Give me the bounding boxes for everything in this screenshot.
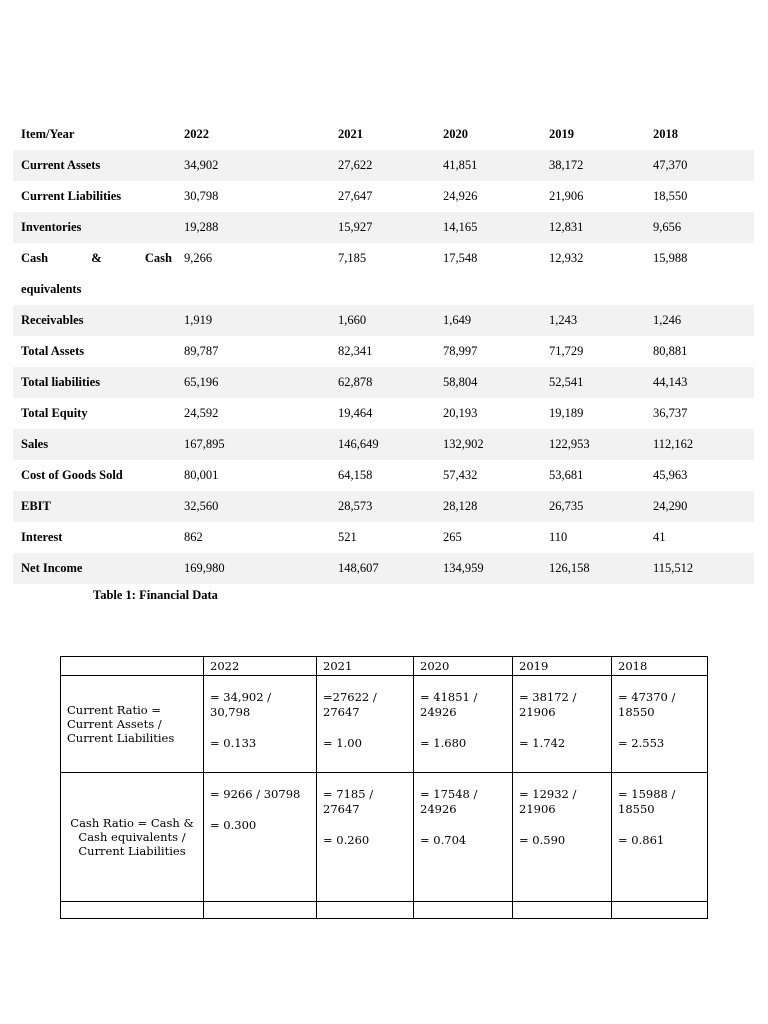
cell-value: 65,196 bbox=[176, 367, 330, 398]
cell-value: 15,988 bbox=[653, 251, 688, 265]
table-row bbox=[13, 398, 754, 429]
cell-value: 7,185 bbox=[338, 251, 367, 265]
row-label: Interest bbox=[21, 530, 63, 544]
cell-value: 78,997 bbox=[443, 344, 478, 358]
ratio-formula: = 9266 / 30798 bbox=[210, 787, 301, 801]
ratio-result: = 0.704 bbox=[420, 833, 467, 847]
table-row bbox=[13, 522, 754, 553]
ratio-formula: = 12932 / 21906 bbox=[519, 787, 577, 816]
table-row bbox=[13, 181, 754, 212]
header-item-year: Item/Year bbox=[21, 127, 75, 141]
ratio-header-year: 2022 bbox=[204, 657, 317, 676]
row-label-continuation: equivalents bbox=[21, 282, 82, 296]
ratio-formula: = 41851 / 24926 bbox=[420, 690, 478, 719]
cell-value: 38,172 bbox=[541, 150, 645, 181]
row-label: Total Equity bbox=[21, 406, 88, 420]
ratio-cell bbox=[414, 676, 513, 773]
ratio-result: = 2.553 bbox=[618, 736, 665, 750]
cell-value: 28,128 bbox=[435, 491, 541, 522]
current-ratio-row bbox=[61, 676, 708, 773]
ratio-cell bbox=[204, 773, 317, 902]
table-row bbox=[13, 336, 754, 367]
cash-ratio-row bbox=[61, 773, 708, 902]
ratio-formula: = 15988 / 18550 bbox=[618, 787, 676, 816]
table-row bbox=[13, 460, 754, 491]
cell-value: 47,370 bbox=[645, 150, 754, 181]
cell-value: 27,622 bbox=[330, 150, 435, 181]
cell-value: 24,926 bbox=[443, 189, 478, 203]
ratio-cell bbox=[513, 676, 612, 773]
cell-value: 64,158 bbox=[338, 468, 373, 482]
row-label: Total Assets bbox=[21, 344, 85, 358]
ratio-result: = 0.590 bbox=[519, 833, 566, 847]
cell-value: 134,959 bbox=[435, 553, 541, 584]
row-label: Sales bbox=[13, 429, 176, 460]
ratio-header-row bbox=[61, 657, 708, 676]
ratio-result: = 0.133 bbox=[210, 736, 257, 750]
cell-value: 9,656 bbox=[645, 212, 754, 243]
row-label: Current Assets bbox=[13, 150, 176, 181]
cell-value: 41,851 bbox=[435, 150, 541, 181]
ratio-header-year: 2018 bbox=[612, 657, 708, 676]
cell-value: 862 bbox=[184, 530, 203, 544]
ratio-result: = 0.861 bbox=[618, 833, 665, 847]
cell-value: 110 bbox=[549, 530, 568, 544]
row-label: Net Income bbox=[13, 553, 176, 584]
table-row bbox=[13, 491, 754, 522]
cell-value: 24,592 bbox=[184, 406, 219, 420]
ratio-result: = 1.680 bbox=[420, 736, 467, 750]
cell-value: 19,288 bbox=[176, 212, 330, 243]
cell-value: 71,729 bbox=[549, 344, 584, 358]
table-row bbox=[13, 274, 754, 305]
label-word: & bbox=[91, 251, 102, 265]
row-label: EBIT bbox=[13, 491, 176, 522]
cell-value: 1,660 bbox=[330, 305, 435, 336]
cell-value: 169,980 bbox=[176, 553, 330, 584]
split-label bbox=[21, 251, 176, 266]
table-row bbox=[13, 243, 754, 274]
cell-value: 53,681 bbox=[549, 468, 584, 482]
cell-value: 17,548 bbox=[443, 251, 478, 265]
header-year: 2019 bbox=[549, 127, 574, 141]
ratio-header-blank bbox=[61, 657, 204, 676]
cell-value: 44,143 bbox=[645, 367, 754, 398]
cell-value: 122,953 bbox=[541, 429, 645, 460]
cell-value: 82,341 bbox=[338, 344, 373, 358]
cell-value: 36,737 bbox=[653, 406, 688, 420]
ratio-formula: = 17548 / 24926 bbox=[420, 787, 478, 816]
cell-value: 112,162 bbox=[645, 429, 754, 460]
table-row bbox=[13, 553, 754, 584]
table-row bbox=[13, 305, 754, 336]
ratio-result: = 1.742 bbox=[519, 736, 566, 750]
ratio-cell bbox=[513, 773, 612, 902]
cell-value: 30,798 bbox=[184, 189, 219, 203]
label-word: Cash bbox=[21, 251, 49, 265]
table-row bbox=[13, 367, 754, 398]
cell-value: 80,881 bbox=[653, 344, 688, 358]
cell-value: 32,560 bbox=[176, 491, 330, 522]
cell-value: 41 bbox=[653, 530, 666, 544]
ratio-cell bbox=[317, 676, 414, 773]
ratio-cell bbox=[612, 773, 708, 902]
cell-value: 1,243 bbox=[541, 305, 645, 336]
ratio-result: = 0.300 bbox=[210, 818, 257, 832]
cell-value: 26,735 bbox=[541, 491, 645, 522]
ratio-cell bbox=[317, 773, 414, 902]
table-caption: Table 1: Financial Data bbox=[93, 588, 218, 602]
header-year: 2020 bbox=[443, 127, 468, 141]
cell-value: 89,787 bbox=[184, 344, 219, 358]
cell-value: 28,573 bbox=[330, 491, 435, 522]
cell-value: 27,647 bbox=[338, 189, 373, 203]
cell-value: 14,165 bbox=[435, 212, 541, 243]
cell-value: 1,246 bbox=[645, 305, 754, 336]
cell-value: 12,932 bbox=[549, 251, 584, 265]
ratio-result: = 1.00 bbox=[323, 736, 362, 750]
cell-value: 132,902 bbox=[435, 429, 541, 460]
ratio-cell bbox=[204, 676, 317, 773]
cell-value: 12,831 bbox=[541, 212, 645, 243]
ratio-header-year: 2019 bbox=[513, 657, 612, 676]
ratio-header-year: 2020 bbox=[414, 657, 513, 676]
cell-value: 1,649 bbox=[435, 305, 541, 336]
cell-value: 1,919 bbox=[176, 305, 330, 336]
row-label bbox=[13, 243, 176, 274]
cell-value: 57,432 bbox=[443, 468, 478, 482]
cell-value: 58,804 bbox=[435, 367, 541, 398]
header-year: 2022 bbox=[184, 127, 209, 141]
cell-value: 146,649 bbox=[330, 429, 435, 460]
cell-value: 18,550 bbox=[653, 189, 688, 203]
ratio-formula: =27622 / 27647 bbox=[323, 690, 377, 719]
cell-value: 167,895 bbox=[176, 429, 330, 460]
ratio-formula: = 38172 / 21906 bbox=[519, 690, 577, 719]
label-word: Cash bbox=[144, 251, 172, 265]
ratio-header-year: 2021 bbox=[317, 657, 414, 676]
row-label: Inventories bbox=[13, 212, 176, 243]
row-label: Receivables bbox=[13, 305, 176, 336]
header-year: 2021 bbox=[338, 127, 363, 141]
table-row bbox=[13, 212, 754, 243]
cell-value: 126,158 bbox=[541, 553, 645, 584]
cell-value: 20,193 bbox=[443, 406, 478, 420]
cell-value: 15,927 bbox=[330, 212, 435, 243]
cell-value: 9,266 bbox=[184, 251, 213, 265]
current-ratio-label: Current Ratio = Current Assets / Current Liabilities bbox=[61, 676, 204, 773]
cell-value: 24,290 bbox=[645, 491, 754, 522]
ratio-cell bbox=[612, 676, 708, 773]
cell-value: 62,878 bbox=[330, 367, 435, 398]
ratio-result: = 0.260 bbox=[323, 833, 370, 847]
ratio-cell bbox=[414, 773, 513, 902]
cell-value: 148,607 bbox=[330, 553, 435, 584]
row-label: Current Liabilities bbox=[21, 189, 122, 203]
ratio-formula: = 34,902 / 30,798 bbox=[210, 690, 272, 719]
cell-value: 115,512 bbox=[645, 553, 754, 584]
row-label: Total liabilities bbox=[13, 367, 176, 398]
ratio-formula: = 7185 / 27647 bbox=[323, 787, 374, 816]
table-header-row bbox=[13, 119, 754, 150]
cell-value: 80,001 bbox=[184, 468, 219, 482]
cell-value: 45,963 bbox=[653, 468, 688, 482]
header-year: 2018 bbox=[653, 127, 678, 141]
ratio-empty-row bbox=[61, 902, 708, 919]
table-row bbox=[13, 429, 754, 460]
table-row bbox=[13, 150, 754, 181]
ratio-formula: = 47370 / 18550 bbox=[618, 690, 676, 719]
cell-value: 34,902 bbox=[176, 150, 330, 181]
cell-value: 21,906 bbox=[549, 189, 584, 203]
cell-value: 19,464 bbox=[338, 406, 373, 420]
row-label: Cost of Goods Sold bbox=[21, 468, 123, 482]
ratio-table bbox=[60, 656, 708, 919]
cell-value: 265 bbox=[443, 530, 462, 544]
financial-data-table bbox=[13, 119, 754, 584]
cell-value: 521 bbox=[338, 530, 357, 544]
cash-ratio-label: Cash Ratio = Cash & Cash equivalents / Current Liabilities bbox=[61, 773, 204, 902]
cell-value: 19,189 bbox=[549, 406, 584, 420]
cell-value: 52,541 bbox=[541, 367, 645, 398]
